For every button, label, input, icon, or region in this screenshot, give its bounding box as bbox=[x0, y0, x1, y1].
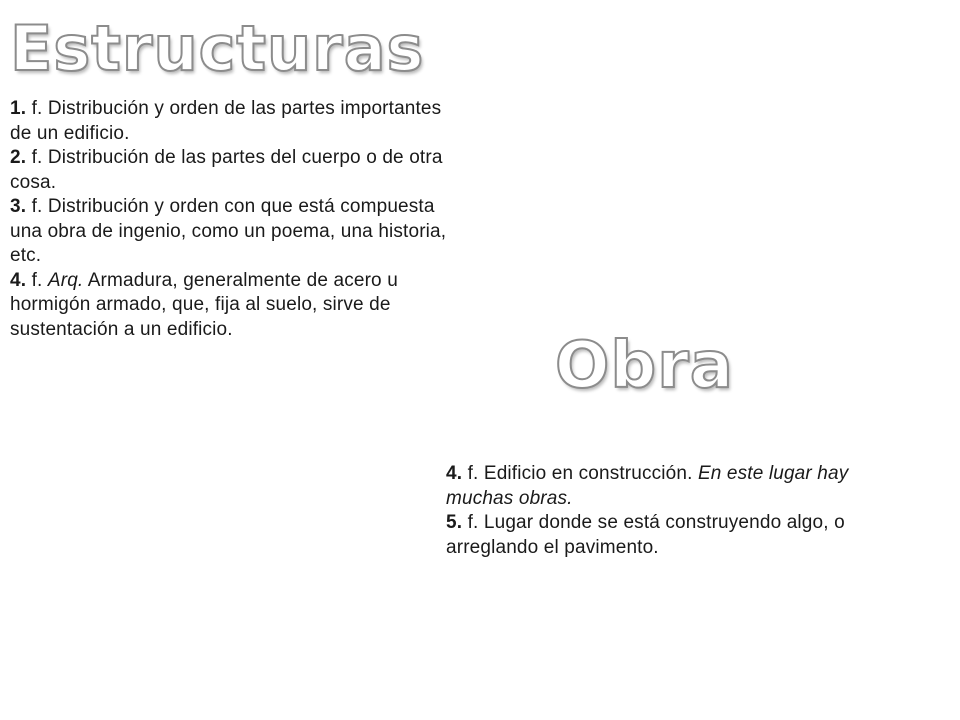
definition-text: Armadura, generalmente de acero u hormigón armado, que, fija al suelo, sirve de sustentación a un edificio. bbox=[10, 269, 398, 340]
definition-4 bbox=[446, 462, 906, 511]
title-obra: Obra bbox=[555, 329, 734, 403]
definition-number: 5. bbox=[446, 512, 463, 533]
definition-example: En este lugar hay muchas obras. bbox=[446, 463, 849, 509]
definition-2 bbox=[10, 146, 465, 195]
definition-field-label: Arq. bbox=[47, 269, 84, 291]
definition-text: Distribución y orden con que está compuesta una obra de ingenio, como un poema, una historia, etc. bbox=[10, 196, 447, 266]
definition-number: 2. bbox=[10, 147, 27, 168]
definition-pos: f. bbox=[462, 463, 479, 484]
definition-3 bbox=[10, 195, 465, 269]
definition-1 bbox=[10, 97, 465, 146]
definition-text: Edificio en construcción. bbox=[478, 463, 693, 484]
definition-text: Distribución de las partes del cuerpo o de otra cosa. bbox=[10, 147, 443, 193]
definition-text: Distribución y orden de las partes importantes de un edificio. bbox=[10, 98, 442, 144]
definition-pos: f. bbox=[26, 269, 43, 291]
definition-4 bbox=[10, 269, 465, 343]
definition-text: Lugar donde se está construyendo algo, o arreglando el pavimento. bbox=[446, 512, 845, 558]
definitions-obra bbox=[446, 462, 906, 560]
definition-number: 3. bbox=[10, 196, 27, 217]
title-estructuras: Estructuras bbox=[10, 12, 425, 85]
definition-5 bbox=[446, 511, 906, 560]
definition-number: 1. bbox=[10, 98, 27, 119]
definition-number: 4. bbox=[10, 269, 27, 291]
definition-pos: f. bbox=[26, 147, 43, 168]
definition-number: 4. bbox=[446, 463, 463, 484]
definitions-estructuras bbox=[10, 97, 465, 342]
definition-pos: f. bbox=[462, 512, 479, 533]
definition-pos: f. bbox=[26, 98, 43, 119]
definition-pos: f. bbox=[26, 196, 43, 217]
